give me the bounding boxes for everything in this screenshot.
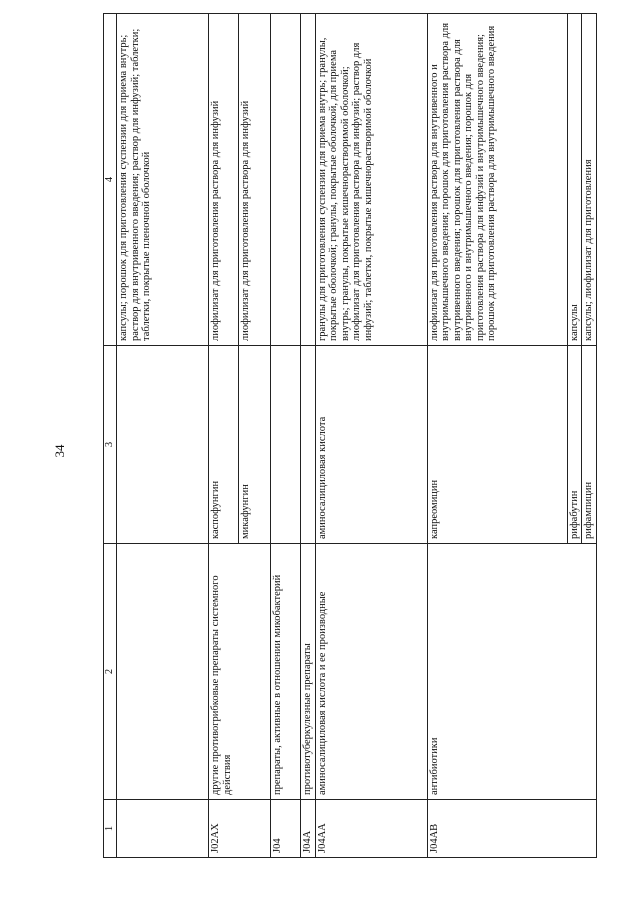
dosage-forms: лиофилизат для приготовления раствора для инфузий <box>239 14 271 346</box>
dosage-forms: лиофилизат для приготовления раствора для инфузий <box>209 14 239 346</box>
atc-code <box>582 800 597 858</box>
dosage-forms: капсулы; порошок для приготовления суспензии для приема внутрь; раствор для внутривенного введения; раствор для инфузий; таблетки; таблетки, покрытые пленочной оболочкой <box>117 14 209 346</box>
atc-code: J04AA <box>315 800 427 858</box>
atc-code <box>239 800 271 858</box>
table-row <box>315 14 427 858</box>
group-name <box>239 544 271 800</box>
group-name: антибиотики <box>427 544 567 800</box>
column-number: 2 <box>104 544 117 800</box>
group-name: аминосалициловая кислота и ее производные <box>315 544 427 800</box>
drug-table <box>103 13 597 858</box>
atc-code: J04AB <box>427 800 567 858</box>
dosage-forms: гранулы для приготовления суспензии для приема внутрь; гранулы, покрытые оболочкой; гранулы, покрытые оболочкой, для приема внутрь; гранулы, покрытые кишечнорастворимой оболочкой; лиофилизат для приготовления раствора для инфузий; раствор для инфузий; таблетки, покрытые кишечнорастворимой оболочкой <box>315 14 427 346</box>
table-row <box>271 14 301 858</box>
table-row <box>582 14 597 858</box>
group-name: другие противогрибковые препараты системного действия <box>209 544 239 800</box>
table-row <box>567 14 582 858</box>
column-header-row <box>104 14 117 858</box>
group-name: противотуберкулезные препараты <box>301 544 316 800</box>
atc-code: J04 <box>271 800 301 858</box>
group-name: препараты, активные в отношении микобактерий <box>271 544 301 800</box>
dosage-forms <box>271 14 301 346</box>
drug-name: капреомицин <box>427 346 567 544</box>
drug-name <box>117 346 209 544</box>
rotated-page <box>95 0 640 870</box>
dosage-forms: лиофилизат для приготовления раствора для внутривенного и внутримышечного введения; порошок для приготовления раствора для внутривенного введения; порошок для приготовления раствора для внутривенного и внутримышечного введения; порошок для приготовления раствора для инфузий и внутримышечного введения; порошок для приготовления раствора для внутримышечного введения <box>427 14 567 346</box>
drug-name <box>271 346 301 544</box>
atc-code <box>117 800 209 858</box>
group-name <box>582 544 597 800</box>
group-name <box>117 544 209 800</box>
atc-code: J04A <box>301 800 316 858</box>
table-row <box>117 14 209 858</box>
drug-name: каспофунгин <box>209 346 239 544</box>
group-name <box>567 544 582 800</box>
table-row <box>239 14 271 858</box>
atc-code: J02AX <box>209 800 239 858</box>
column-number: 1 <box>104 800 117 858</box>
drug-name <box>301 346 316 544</box>
drug-name: рифабутин <box>567 346 582 544</box>
table-row <box>209 14 239 858</box>
column-number: 4 <box>104 14 117 346</box>
column-number: 3 <box>104 346 117 544</box>
drug-name: рифампицин <box>582 346 597 544</box>
table-row <box>301 14 316 858</box>
dosage-forms <box>301 14 316 346</box>
drug-name: микафунгин <box>239 346 271 544</box>
dosage-forms: капсулы <box>567 14 582 346</box>
drug-name: аминосалициловая кислота <box>315 346 427 544</box>
page-number: 34 <box>52 444 67 458</box>
table-row <box>427 14 567 858</box>
atc-code <box>567 800 582 858</box>
dosage-forms: капсулы; лиофилизат для приготовления <box>582 14 597 346</box>
